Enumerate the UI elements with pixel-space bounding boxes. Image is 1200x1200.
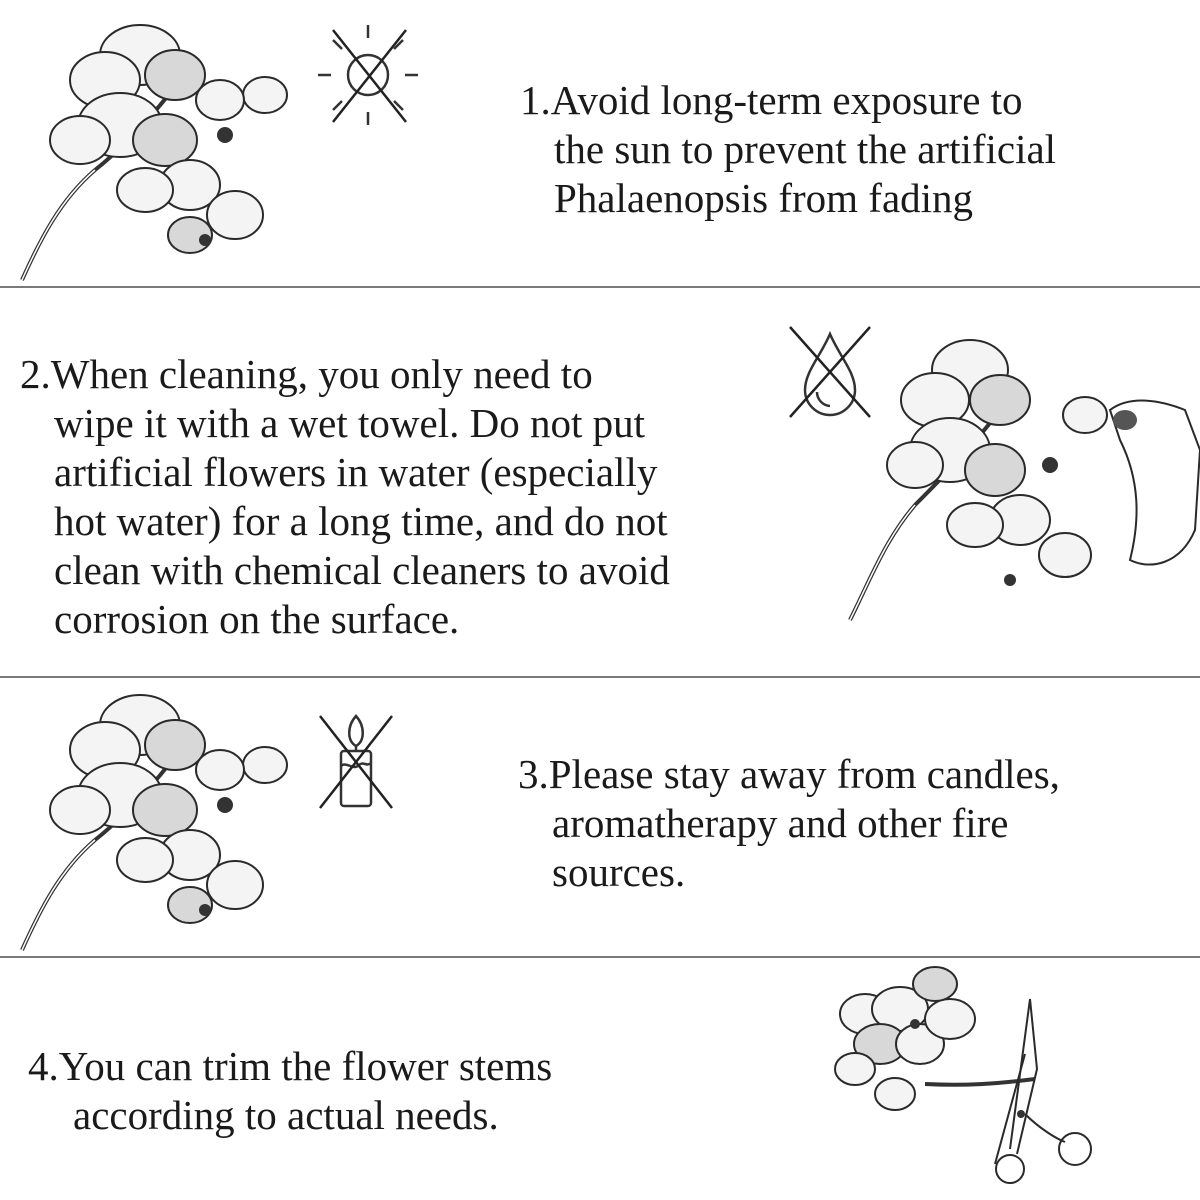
- no-sun-icon: [318, 20, 428, 130]
- tip-line: wipe it with a wet towel. Do not put: [54, 400, 645, 446]
- no-fire-icon: [317, 711, 397, 811]
- tip-line: aromatherapy and other fire: [552, 800, 1009, 846]
- tip-line: according to actual needs.: [73, 1092, 499, 1138]
- tip-4-text: [28, 1042, 552, 1140]
- care-tip-1: [0, 0, 1200, 287]
- tip-line: Phalaenopsis from fading: [554, 175, 974, 221]
- tip-1-text: [520, 76, 1056, 223]
- tip-line: 4.You can trim the flower stems: [28, 1043, 553, 1089]
- care-tip-2: [0, 288, 1200, 676]
- orchid-with-scissors-illustration: [825, 964, 1105, 1194]
- tip-line: artificial flowers in water (especially: [54, 449, 658, 495]
- tip-3-text: [518, 750, 1060, 897]
- tip-line: 3.Please stay away from candles,: [518, 751, 1060, 797]
- tip-line: corrosion on the surface.: [54, 596, 460, 642]
- tip-2-text: [20, 350, 670, 644]
- tip-line: 2.When cleaning, you only need to: [20, 351, 593, 397]
- tip-line: the sun to prevent the artificial: [554, 126, 1057, 172]
- orchid-with-towel-illustration: [840, 330, 1200, 630]
- tip-line: clean with chemical cleaners to avoid: [54, 547, 670, 593]
- care-tip-3: [0, 678, 1200, 957]
- care-tip-4: [0, 958, 1200, 1200]
- orchid-illustration: [0, 0, 300, 287]
- orchid-illustration: [0, 678, 300, 957]
- tip-line: sources.: [552, 849, 686, 895]
- tip-line: 1.Avoid long-term exposure to: [520, 77, 1023, 123]
- tip-line: hot water) for a long time, and do not: [54, 498, 668, 544]
